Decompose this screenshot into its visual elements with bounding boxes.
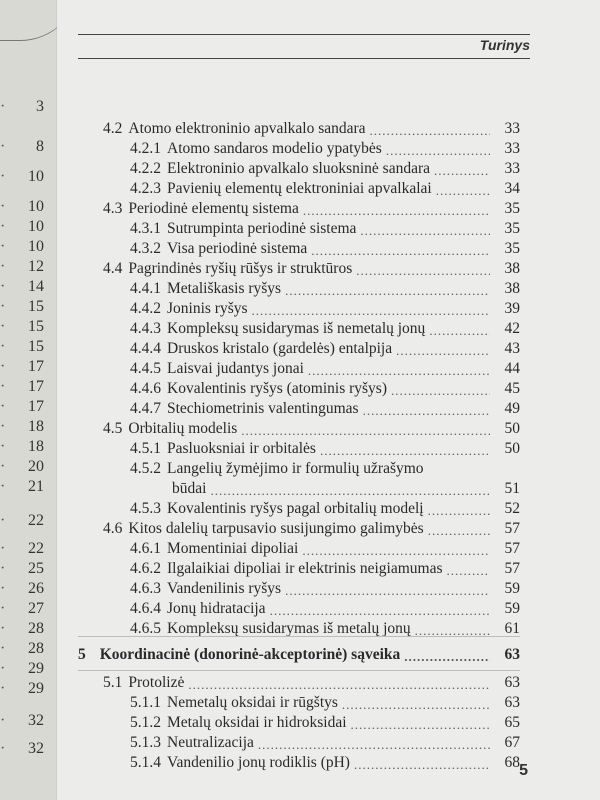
toc-leader-dots	[241, 424, 490, 438]
toc-number: 4.2.2	[130, 160, 161, 177]
toc-title: Orbitalių modelis	[128, 420, 238, 437]
toc-page: 50	[504, 440, 520, 457]
toc-page: 35	[504, 220, 520, 237]
toc-title: Visa periodinė sistema	[167, 240, 308, 257]
toc-entry	[130, 398, 520, 418]
toc-title: Nemetalų oksidai ir rūgštys	[167, 694, 338, 711]
toc-title: Atomo sandaros modelio ypatybės	[167, 140, 382, 157]
toc-entry	[103, 672, 520, 692]
toc-number: 4.2	[103, 120, 123, 137]
toc-page: 38	[504, 260, 520, 277]
running-head: Turinys	[479, 37, 530, 53]
toc-leader-dots	[391, 384, 490, 398]
left-page-number: · 14	[0, 278, 44, 296]
toc-leader-dots	[354, 758, 490, 772]
left-page-number: · 3	[0, 98, 44, 116]
toc-entry	[130, 712, 520, 732]
toc-page: 44	[504, 360, 520, 377]
toc-number: 4.4.1	[130, 280, 161, 297]
toc-number: 4.6	[103, 520, 123, 537]
left-page-number: · 20	[0, 458, 44, 476]
toc-page: 45	[504, 380, 520, 397]
toc-leader-dots	[188, 678, 490, 692]
toc-number: 4.3	[103, 200, 123, 217]
toc-page: 57	[504, 520, 520, 537]
toc-title: Pavienių elementų elektroniniai apvalkalai	[167, 180, 432, 197]
toc-leader-dots	[303, 204, 490, 218]
toc-entry	[103, 198, 520, 218]
toc-entry	[130, 458, 520, 478]
left-page-number: · 15	[0, 318, 44, 336]
toc-number: 5.1.3	[130, 734, 161, 751]
left-page-number: · 18	[0, 418, 44, 436]
chapter-divider	[78, 670, 520, 671]
toc-title: Langelių žymėjimo ir formulių užrašymo	[167, 460, 424, 477]
toc-leader-dots	[302, 544, 490, 558]
toc-page: 63	[504, 694, 520, 711]
left-page-number: · 15	[0, 338, 44, 356]
toc-entry	[130, 218, 520, 238]
left-page-number: · 17	[0, 398, 44, 416]
toc-title: Laisvai judantys jonai	[167, 360, 304, 377]
left-page-number: · 17	[0, 358, 44, 376]
left-page-number: · 18	[0, 438, 44, 456]
toc-leader-dots	[311, 244, 490, 258]
toc-number: 4.4.3	[130, 320, 161, 337]
toc-number: 4.5.2	[130, 460, 161, 477]
toc-number: 5	[78, 646, 86, 663]
toc-entry	[130, 238, 520, 258]
chapter-divider	[78, 636, 520, 637]
toc-number: 4.4.5	[130, 360, 161, 377]
toc-title: Kitos dalelių tarpusavio susijungimo galimybės	[128, 520, 424, 537]
toc-title: Neutralizacija	[167, 734, 254, 751]
toc-leader-dots	[436, 184, 490, 198]
toc-page: 65	[504, 714, 520, 731]
toc-leader-dots	[270, 604, 490, 618]
toc-title: Kovalentinis ryšys pagal orbitalių modelį	[167, 500, 424, 517]
toc-leader-dots	[434, 164, 490, 178]
toc-entry	[103, 118, 520, 138]
toc-page: 68	[504, 754, 520, 771]
toc-leader-dots	[356, 264, 490, 278]
toc-leader-dots	[386, 144, 490, 158]
toc-page: 63	[504, 646, 520, 663]
toc-leader-dots	[351, 718, 490, 732]
toc-page: 43	[504, 340, 520, 357]
toc-number: 4.6.5	[130, 620, 161, 637]
left-page-number: · 32	[0, 740, 44, 758]
toc-leader-dots	[210, 484, 490, 498]
left-page-number: · 26	[0, 580, 44, 598]
toc-entry	[130, 692, 520, 712]
left-page-number: · 29	[0, 680, 44, 698]
toc-entry	[130, 618, 520, 638]
toc-title: Atomo elektroninio apvalkalo sandara	[128, 120, 366, 137]
toc-title: Pasluoksniai ir orbitalės	[167, 440, 316, 457]
toc-leader-dots	[428, 504, 490, 518]
page-number: 5	[519, 762, 528, 779]
left-page-number: · 21	[0, 478, 44, 496]
toc-entry	[130, 732, 520, 752]
toc-number: 5.1.4	[130, 754, 161, 771]
toc-entry	[130, 298, 520, 318]
toc-title: Ilgalaikiai dipoliai ir elektrinis neigiamumas	[167, 560, 443, 577]
toc-entry	[130, 598, 520, 618]
toc-number: 4.4	[103, 260, 123, 277]
toc-title: Kompleksų susidarymas iš metalų jonų	[167, 620, 411, 637]
toc-title: Sutrumpinta periodinė sistema	[167, 220, 357, 237]
left-page-number: · 8	[0, 138, 44, 156]
toc-number: 5.1.1	[130, 694, 161, 711]
toc-entry	[130, 438, 520, 458]
left-page-number: · 32	[0, 712, 44, 730]
left-page-number: · 15	[0, 298, 44, 316]
toc-page: 57	[504, 540, 520, 557]
toc-entry	[130, 318, 520, 338]
toc-page: 52	[504, 500, 520, 517]
left-page-number: · 29	[0, 660, 44, 678]
toc-entry	[103, 418, 520, 438]
toc-leader-dots	[446, 564, 490, 578]
toc-number: 5.1.2	[130, 714, 161, 731]
toc-number: 4.2.1	[130, 140, 161, 157]
toc-number: 4.4.6	[130, 380, 161, 397]
toc-title: Metališkasis ryšys	[167, 280, 282, 297]
left-page-number: · 17	[0, 378, 44, 396]
toc-leader-dots	[428, 524, 490, 538]
toc-entry	[130, 358, 520, 378]
toc-page: 33	[504, 120, 520, 137]
toc-page: 57	[504, 560, 520, 577]
toc-title: Momentiniai dipoliai	[167, 540, 299, 557]
toc-title: Vandenilinis ryšys	[167, 580, 282, 597]
toc-entry	[130, 538, 520, 558]
toc-entry	[130, 158, 520, 178]
toc-page: 33	[504, 160, 520, 177]
toc-number: 5.1	[103, 674, 123, 691]
left-page-number: · 22	[0, 512, 44, 530]
toc-page: 59	[504, 600, 520, 617]
toc-title-line2: būdai	[172, 480, 207, 497]
toc-entry	[130, 578, 520, 598]
toc-number: 4.6.3	[130, 580, 161, 597]
left-page-number: · 22	[0, 540, 44, 558]
toc-page: 34	[504, 180, 520, 197]
toc-number: 4.6.4	[130, 600, 161, 617]
toc-title: Koordinacinė (donorinė-akceptorinė) sąveika	[99, 646, 401, 663]
toc-number: 4.4.2	[130, 300, 161, 317]
toc-number: 4.3.2	[130, 240, 161, 257]
toc-number: 4.6.2	[130, 560, 161, 577]
toc-title: Druskos kristalo (gardelės) entalpija	[167, 340, 393, 357]
toc-leader-dots	[308, 364, 490, 378]
toc-title: Kompleksų susidarymas iš nemetalų jonų	[167, 320, 426, 337]
toc-number: 4.5.1	[130, 440, 161, 457]
toc-leader-dots	[396, 344, 490, 358]
toc-page: 33	[504, 140, 520, 157]
toc-leader-dots	[360, 224, 490, 238]
toc-page: 61	[504, 620, 520, 637]
toc-number: 4.6.1	[130, 540, 161, 557]
toc-page: 39	[504, 300, 520, 317]
toc-leader-dots	[363, 404, 490, 418]
toc-entry	[130, 558, 520, 578]
toc-leader-dots	[252, 304, 490, 318]
toc-page: 49	[504, 400, 520, 417]
toc-leader-dots	[320, 444, 490, 458]
toc-entry	[130, 338, 520, 358]
toc-entry	[103, 258, 520, 278]
toc-leader-dots	[342, 698, 490, 712]
toc-entry	[130, 138, 520, 158]
toc-number: 4.4.4	[130, 340, 161, 357]
toc-entry	[130, 378, 520, 398]
toc-title: Elektroninio apvalkalo sluoksninė sandara	[167, 160, 431, 177]
toc-page: 38	[504, 280, 520, 297]
toc-entry-continuation	[172, 478, 520, 498]
toc-leader-dots	[285, 284, 490, 298]
toc-leader-dots	[258, 738, 490, 752]
toc-entry	[130, 278, 520, 298]
toc-page: 51	[504, 480, 520, 497]
toc-title: Protolizė	[128, 674, 185, 691]
left-page-number: · 10	[0, 218, 44, 236]
left-page-number: · 10	[0, 238, 44, 256]
toc-title: Periodinė elementų sistema	[128, 200, 299, 217]
toc-page: 63	[504, 674, 520, 691]
toc-title: Jonų hidratacija	[167, 600, 266, 617]
left-page-number: · 10	[0, 168, 44, 186]
toc-page: 42	[504, 320, 520, 337]
toc-number: 4.5.3	[130, 500, 161, 517]
toc-title: Vandenilio jonų rodiklis (pH)	[167, 754, 350, 771]
left-page-number: · 27	[0, 600, 44, 618]
toc-page: 59	[504, 580, 520, 597]
toc-title: Kovalentinis ryšys (atominis ryšys)	[167, 380, 387, 397]
toc-leader-dots	[404, 650, 490, 664]
toc-entry	[130, 752, 520, 772]
left-page-number: · 12	[0, 258, 44, 276]
toc-number: 4.5	[103, 420, 123, 437]
toc-page: 35	[504, 240, 520, 257]
toc-chapter	[78, 644, 520, 664]
toc-entry	[130, 498, 520, 518]
toc-number: 4.4.7	[130, 400, 161, 417]
toc-entry	[103, 518, 520, 538]
toc-page: 67	[504, 734, 520, 751]
toc-title: Stechiometrinis valentingumas	[167, 400, 359, 417]
left-page-number: · 10	[0, 198, 44, 216]
toc-leader-dots	[429, 324, 490, 338]
left-page-number: · 25	[0, 560, 44, 578]
toc-page: 50	[504, 420, 520, 437]
toc-title: Pagrindinės ryšių rūšys ir struktūros	[128, 260, 353, 277]
toc-leader-dots	[370, 124, 490, 138]
toc-entry	[130, 178, 520, 198]
left-page-number: · 28	[0, 640, 44, 658]
toc-title: Joninis ryšys	[167, 300, 248, 317]
toc-title: Metalų oksidai ir hidroksidai	[167, 714, 347, 731]
toc-number: 4.3.1	[130, 220, 161, 237]
toc-number: 4.2.3	[130, 180, 161, 197]
toc-leader-dots	[285, 584, 490, 598]
toc-page: 35	[504, 200, 520, 217]
left-page-number: · 28	[0, 620, 44, 638]
